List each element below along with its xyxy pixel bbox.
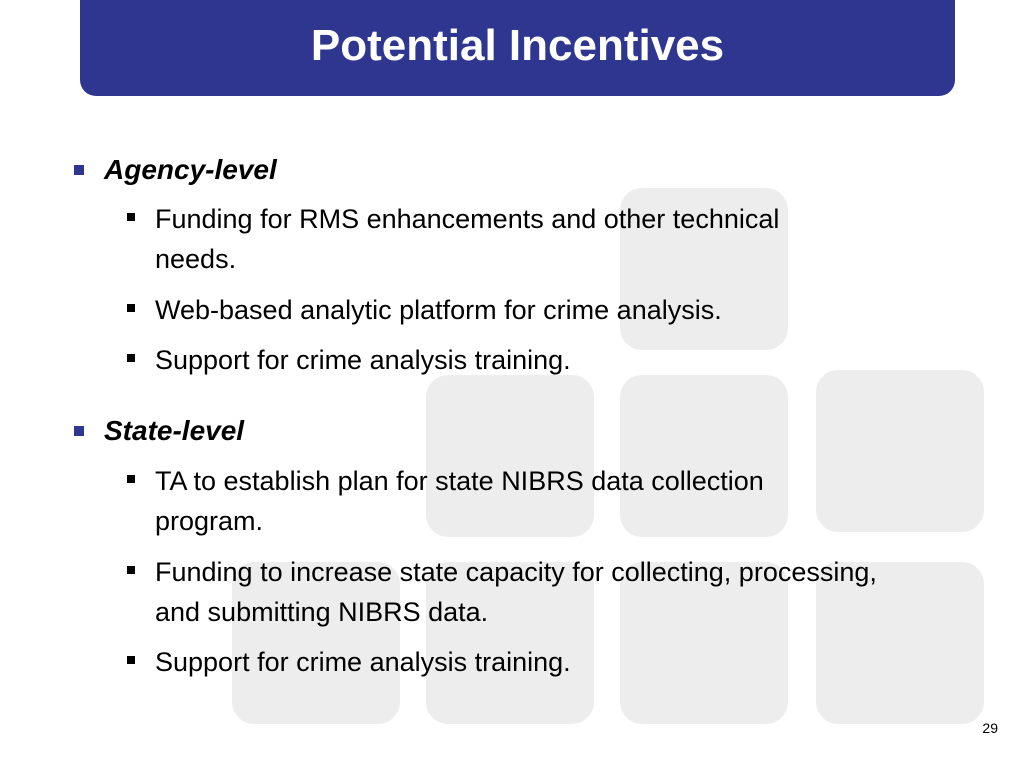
section-heading-state: State-level xyxy=(104,415,245,446)
bullet-item: TA to establish plan for state NIBRS data collection program. xyxy=(155,466,764,536)
bullet-item: Funding for RMS enhancements and other technical needs. xyxy=(155,204,780,274)
square-bullet-icon xyxy=(74,426,84,436)
square-bullet-icon xyxy=(74,165,84,175)
square-bullet-icon xyxy=(127,656,135,664)
page-number: 29 xyxy=(982,720,998,736)
square-bullet-icon xyxy=(127,354,135,362)
bullet-item: Funding to increase state capacity for collecting, processing, and submitting NIBRS data. xyxy=(155,557,877,627)
bullet-item: Support for crime analysis training. xyxy=(155,647,571,677)
slide-title: Potential Incentives xyxy=(310,21,725,70)
bullet-item: Web-based analytic platform for crime analysis. xyxy=(155,295,722,325)
square-bullet-icon xyxy=(127,213,135,221)
square-bullet-icon xyxy=(127,475,135,483)
bullet-item: Support for crime analysis training. xyxy=(155,345,571,375)
section-heading-agency: Agency-level xyxy=(104,154,277,185)
square-bullet-icon xyxy=(127,566,135,574)
square-bullet-icon xyxy=(127,304,135,312)
